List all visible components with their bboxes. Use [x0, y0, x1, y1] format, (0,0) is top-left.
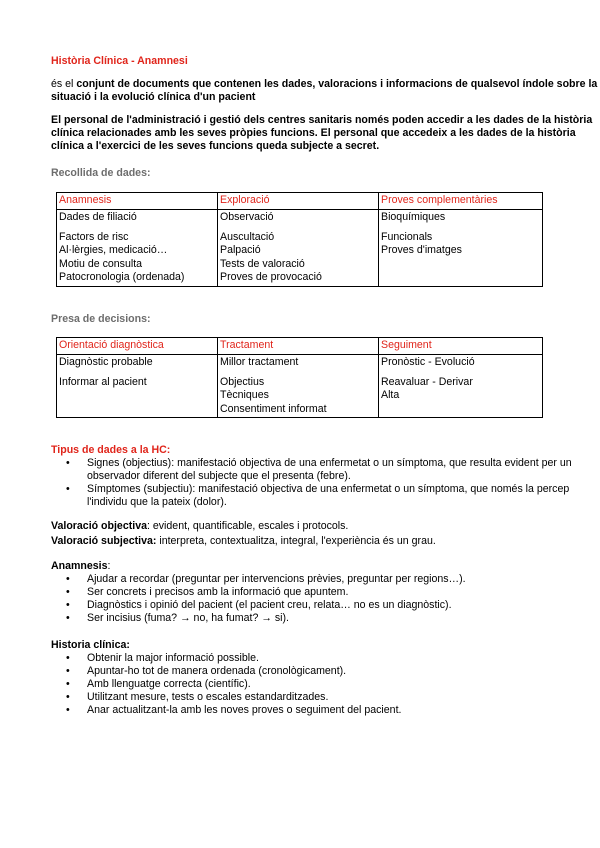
history-list — [51, 652, 599, 717]
list-item: • Ser concrets i precisos amb la informació que apuntem. — [51, 586, 599, 599]
collection-cell-tests — [379, 210, 543, 287]
collection-header-anamnesis: Anamnesis — [57, 193, 218, 210]
list-item: • Símptomes (subjectiu): manifestació objectiva de una enfermetat o un símptoma, que només la percep l'individu que la pateix (dolor). — [51, 483, 599, 509]
list-item: • Diagnòstics i opinió del pacient (el pacient creu, relata… no es un diagnòstic). — [51, 599, 599, 612]
table-cell-line: Reavaluar - Derivar — [381, 375, 473, 388]
anamnesis-list — [51, 573, 599, 625]
subjective-text: interpreta, contextualitza, integral, l'experiència és un grau. — [156, 535, 436, 547]
table-cell-line: Auscultació — [220, 230, 275, 243]
anamnesis-heading-colon: : — [107, 560, 111, 572]
decisions-header-diagnosis: Orientació diagnòstica — [57, 338, 218, 355]
table-cell-line: Factors de risc — [59, 230, 129, 243]
table-cell-line: Pronòstic - Evolució — [381, 356, 475, 368]
table-cell-line: Diagnòstic probable — [59, 356, 153, 368]
table-cell-line: Proves de provocació — [220, 271, 322, 283]
decisions-header-row — [57, 338, 543, 355]
table-cell-line: Funcionals — [381, 230, 433, 243]
collection-cell-anamnesis — [57, 210, 218, 287]
decisions-table — [56, 337, 543, 418]
table-cell-line: Observació — [220, 211, 274, 223]
table-cell-line: Objectius — [220, 375, 265, 388]
collection-label: Recollida de dades: — [51, 167, 151, 179]
collection-header-tests: Proves complementàries — [379, 193, 543, 210]
subjective-valuation — [51, 535, 599, 548]
objective-label: Valoració objectiva — [51, 520, 147, 532]
intro-paragraph — [51, 78, 599, 104]
objective-valuation — [51, 520, 599, 533]
table-cell-line: Informar al pacient — [59, 375, 147, 388]
collection-cell-exploration — [218, 210, 379, 287]
decisions-cell-follow-up — [379, 355, 543, 418]
page-title: Història Clínica - Anamnesi — [51, 55, 188, 67]
list-item: • Utilitzant mesure, tests o escales estandarditzades. — [51, 691, 599, 704]
table-cell-line: Tests de valoració — [220, 257, 305, 270]
collection-body-row — [57, 210, 543, 287]
list-item: • Obtenir la major informació possible. — [51, 652, 599, 665]
table-cell-line: Tècniques — [220, 389, 269, 401]
list-item: • Apuntar-ho tot de manera ordenada (cronològicament). — [51, 665, 599, 678]
anamnesis-heading-text: Anamnesis — [51, 560, 108, 572]
table-cell-line: Palpació — [220, 244, 261, 256]
table-cell-line: Al·lèrgies, medicació… — [59, 244, 168, 256]
privacy-paragraph: El personal de l'administració i gestió dels centres sanitaris només poden accedir a les dades de la història clínica relacionades amb les seves pròpies funcions. El personal que accedeix a les dades de la història clínica a l'exercici de les seves funcions queda subjecte a secret. — [51, 114, 593, 152]
data-types-list — [51, 457, 599, 509]
list-item: • Ajudar a recordar (preguntar per intervencions prèvies, preguntar per regions…). — [51, 573, 599, 586]
table-cell-line: Alta — [381, 389, 400, 401]
intro-definition: conjunt de documents que contenen les dades, valoracions i informacions de qualsevol índole sobre la situació i la evolució clínica d'un pacient — [51, 78, 598, 103]
anamnesis-heading — [51, 560, 110, 573]
table-cell-line: Patocronologia (ordenada) — [59, 271, 185, 283]
table-cell-line: Bioquímiques — [381, 211, 446, 223]
decisions-header-treatment: Tractament — [218, 338, 379, 355]
decisions-label: Presa de decisions: — [51, 313, 151, 325]
history-heading: Historia clínica: — [51, 639, 130, 651]
list-item: • Signes (objectius): manifestació objectiva de una enfermetat o un símptoma, que resulta evident per un observador diferent del subjecte que el presenta (febre). — [51, 457, 599, 483]
table-cell-line: Millor tractament — [220, 356, 299, 368]
data-types-heading: Tipus de dades a la HC: — [51, 444, 171, 456]
table-cell-line: Motiu de consulta — [59, 257, 143, 270]
list-item: • Amb llenguatge correcta (científic). — [51, 678, 599, 691]
decisions-cell-treatment — [218, 355, 379, 418]
intro-lead: és el — [51, 78, 77, 90]
collection-header-row — [57, 193, 543, 210]
objective-text: : evident, quantificable, escales i protocols. — [146, 520, 349, 532]
collection-table — [56, 192, 543, 287]
decisions-body-row — [57, 355, 543, 418]
collection-header-exploration: Exploració — [218, 193, 379, 210]
table-cell-line: Dades de filiació — [59, 211, 137, 223]
decisions-header-follow-up: Seguiment — [379, 338, 543, 355]
list-item: • Ser incisius (fuma? → no, ha fumat? → si). — [51, 612, 599, 625]
list-item: • Anar actualitzant-la amb les noves proves o seguiment del pacient. — [51, 704, 599, 717]
table-cell-line: Consentiment informat — [220, 402, 327, 415]
subjective-label: Valoració subjectiva: — [51, 535, 157, 547]
table-cell-line: Proves d'imatges — [381, 244, 462, 256]
decisions-cell-diagnosis — [57, 355, 218, 418]
